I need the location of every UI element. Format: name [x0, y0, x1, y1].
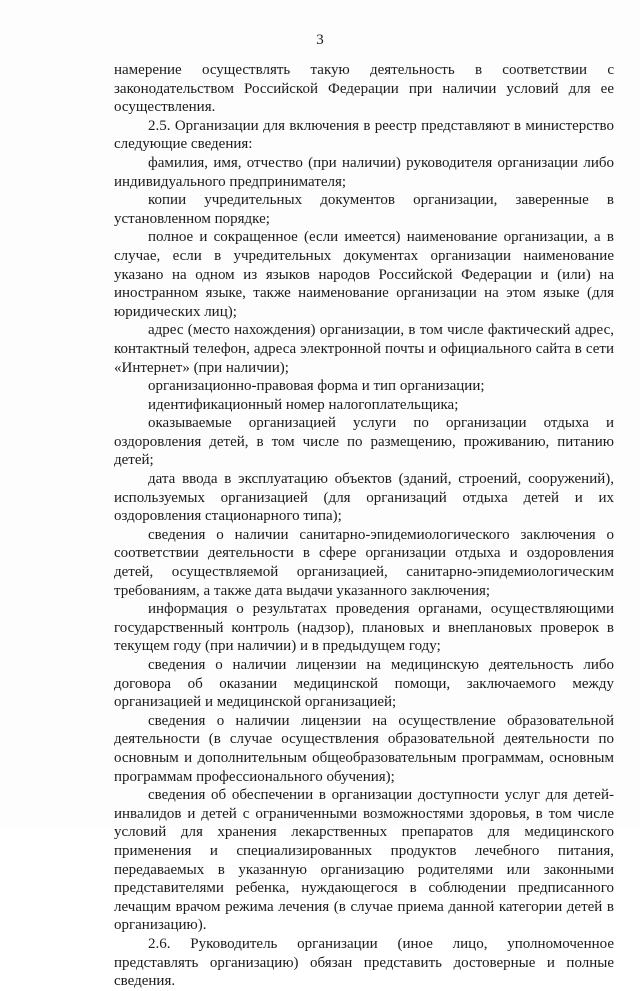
paragraph-continuation: намерение осуществлять такую деятельность в соответствии с законодательством Российской Федерации при наличии условий для ее осуществления. — [114, 62, 614, 116]
list-item-address: адрес (место нахождения) организации, в том числе фактический адрес, контактный телефон, адреса электронной почты и официального сайта в сети «Интернет» (при наличии); — [114, 322, 614, 376]
paragraph-2-6: 2.6. Руководитель организации (иное лицо, уполномоченное представлять организацию) обязан представить достоверные и полные сведения. — [114, 935, 614, 990]
list-item-legal-form: организационно-правовая форма и тип организации; — [148, 378, 485, 395]
list-item-accessibility: сведения об обеспечении в организации доступности услуг для детей-инвалидов и детей с ограниченными возможностями здоровья, в том числе условий для хранения лекарственных препаратов для медицинского применения и специализированных продуктов лечебного питания, передаваемых в указанную организацию родителями или законными представителями ребенка, нуждающегося в соблюдении предписанного лечащим врачом режима лечения (в случае приема данной категории детей в организацию). — [114, 787, 614, 934]
list-item-founding-documents: копии учредительных документов организации, заверенные в установленном порядке; — [114, 192, 614, 227]
document-body — [114, 61, 614, 991]
list-item-education-license: сведения о наличии лицензии на осуществление образовательной деятельности (в случае осуществления образовательной деятельности по основным и дополнительным общеобразовательным программам, основным программам профессионального обучения); — [114, 712, 614, 785]
list-item-commissioning-date: дата ввода в эксплуатацию объектов (зданий, строений, сооружений), используемых организацией (для организаций отдыха детей и их оздоровления стационарного типа); — [114, 471, 614, 525]
list-item-medical-license: сведения о наличии лицензии на медицинскую деятельность либо договора об оказании медицинской помощи, заключаемого между организацией и медицинской организацией; — [114, 657, 614, 711]
list-item-sanitary-conclusion: сведения о наличии санитарно-эпидемиологического заключения о соответствии деятельности в сфере организации отдыха и оздоровления детей, осуществляемой организацией, санитарно-эпидемиологическим требованиям, а также дата выдачи указанного заключения; — [114, 526, 614, 599]
list-item-inspections: информация о результатах проведения органами, осуществляющими государственный контроль (надзор), плановых и внеплановых проверок в текущем году (при наличии) и в предыдущем году; — [114, 601, 614, 655]
list-item-services: оказываемые организацией услуги по организации отдыха и оздоровления детей, в том числе по размещению, проживанию, питанию детей; — [114, 415, 614, 469]
list-item-manager-name: фамилия, имя, отчество (при наличии) руководителя организации либо индивидуального предпринимателя; — [114, 154, 614, 190]
page-number: 3 — [316, 32, 324, 48]
paragraph-2-5: 2.5. Организации для включения в реестр представляют в министерство следующие сведения: — [114, 117, 614, 153]
list-item-organization-name: полное и сокращенное (если имеется) наименование организации, а в случае, если в учредительных документах организации наименование указано на одном из языков народов Российской Федерации и (или) на иностранном языке, также наименование организации на этом языке (для юридических лиц); — [114, 229, 614, 320]
list-item-tax-id: идентификационный номер налогоплательщика; — [148, 396, 459, 413]
